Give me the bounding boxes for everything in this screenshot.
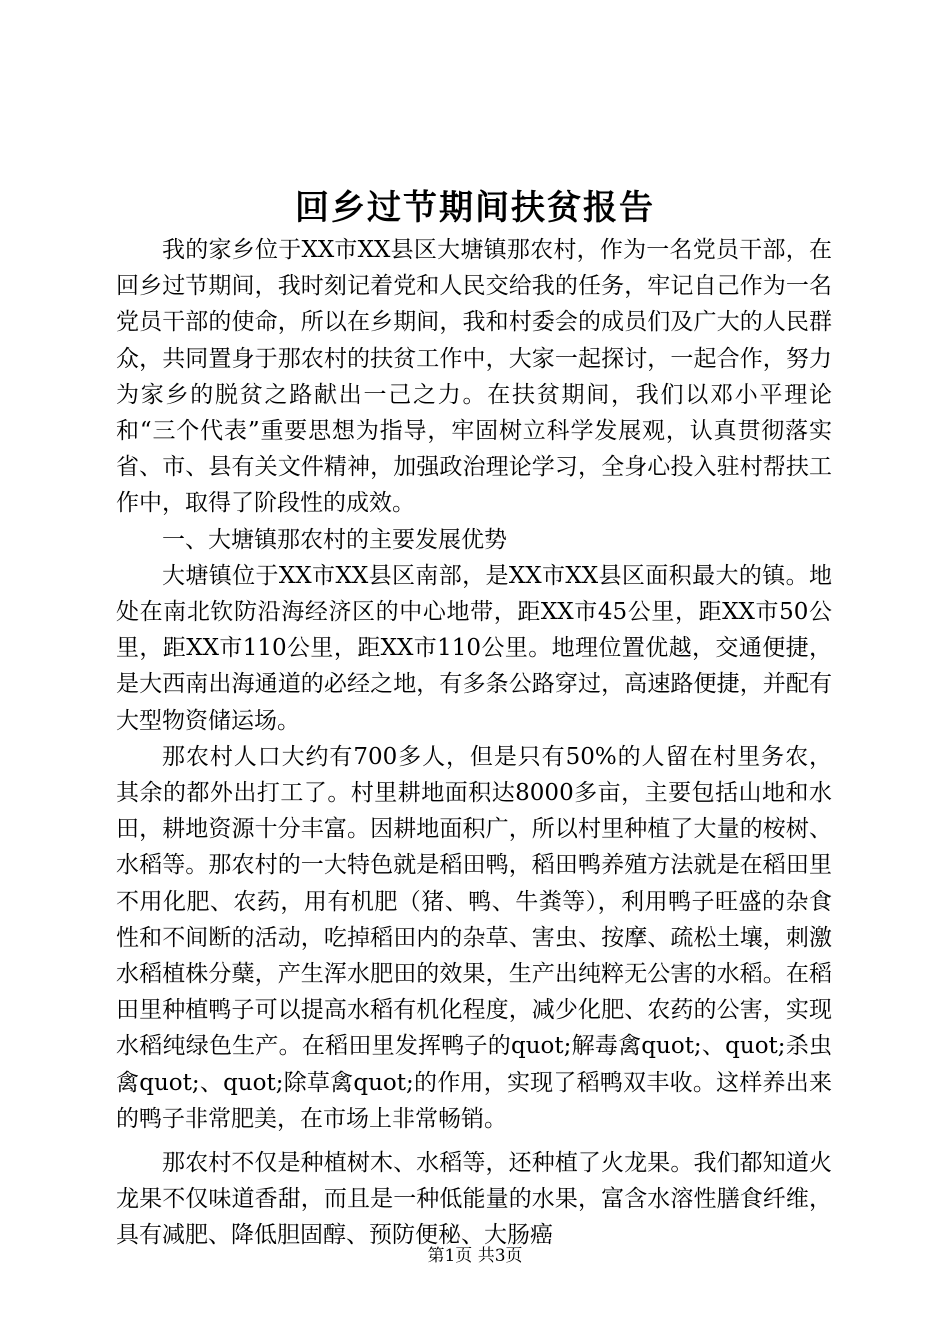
document-title: 回乡过节期间扶贫报告: [295, 188, 655, 228]
paragraph-location: 大塘镇位于XX市XX县区南部，是XX市XX县区面积最大的镇。地处在南北钦防沿海经济区的中心地带，距XX市45公里，距XX市50公里，距XX市110公里，距XX市110公里。地理位置优越，交通便捷，是大西南出海通道的必经之地，有多条公路穿过，高速路便捷，并配有大型物资储运场。: [116, 562, 832, 734]
section-heading: 一、大塘镇那农村的主要发展优势: [162, 526, 507, 553]
paragraph-intro: 我的家乡位于XX市XX县区大塘镇那农村，作为一名党员干部，在回乡过节期间，我时刻记着党和人民交给我的任务，牢记自己作为一名党员干部的使命，所以在乡期间，我和村委会的成员们及广大的人民群众，共同置身于那农村的扶贫工作中，大家一起探讨，一起合作，努力为家乡的脱贫之路献出一己之力。在扶贫期间，我们以邓小平理论和“三个代表”重要思想为指导，牢固树立科学发展观，认真贯彻落实省、市、县有关文件精神，加强政治理论学习，全身心投入驻村帮扶工作中，取得了阶段性的成效。: [116, 237, 832, 517]
document-body: [116, 232, 832, 1254]
page-footer: 第1页 共3页: [427, 1246, 523, 1266]
paragraph-population: 那农村人口大约有700多人，但是只有50%的人留在村里务农，其余的都外出打工了。村里耕地面积达8000多亩，主要包括山地和水田，耕地资源十分丰富。因耕地面积广，所以村里种植了大量的桉树、水稻等。那农村的一大特色就是稻田鸭，稻田鸭养殖方法就是在稻田里不用化肥、农药，用有机肥（猪、鸭、牛粪等），利用鸭子旺盛的杂食性和不间断的活动，吃掉稻田内的杂草、害虫、按摩、疏松土壤，刺激水稻植株分蘖，产生浑水肥田的效果，生产出纯粹无公害的水稻。在稻田里种植鸭子可以提高水稻有机化程度，减少化肥、农药的公害，实现水稻纯绿色生产。在稻田里发挥鸭子的quot;解毒禽quot;、quot;杀虫禽quot;、quot;除草禽quot;的作用，实现了稻鸭双丰收。这样养出来的鸭子非常肥美，在市场上非常畅销。: [116, 743, 832, 1132]
paragraph-dragon-fruit: 那农村不仅是种植树木、水稻等，还种植了火龙果。我们都知道火龙果不仅味道香甜，而且是一种低能量的水果，富含水溶性膳食纤维，具有减肥、降低胆固醇、预防便秘、大肠癌: [116, 1150, 832, 1249]
